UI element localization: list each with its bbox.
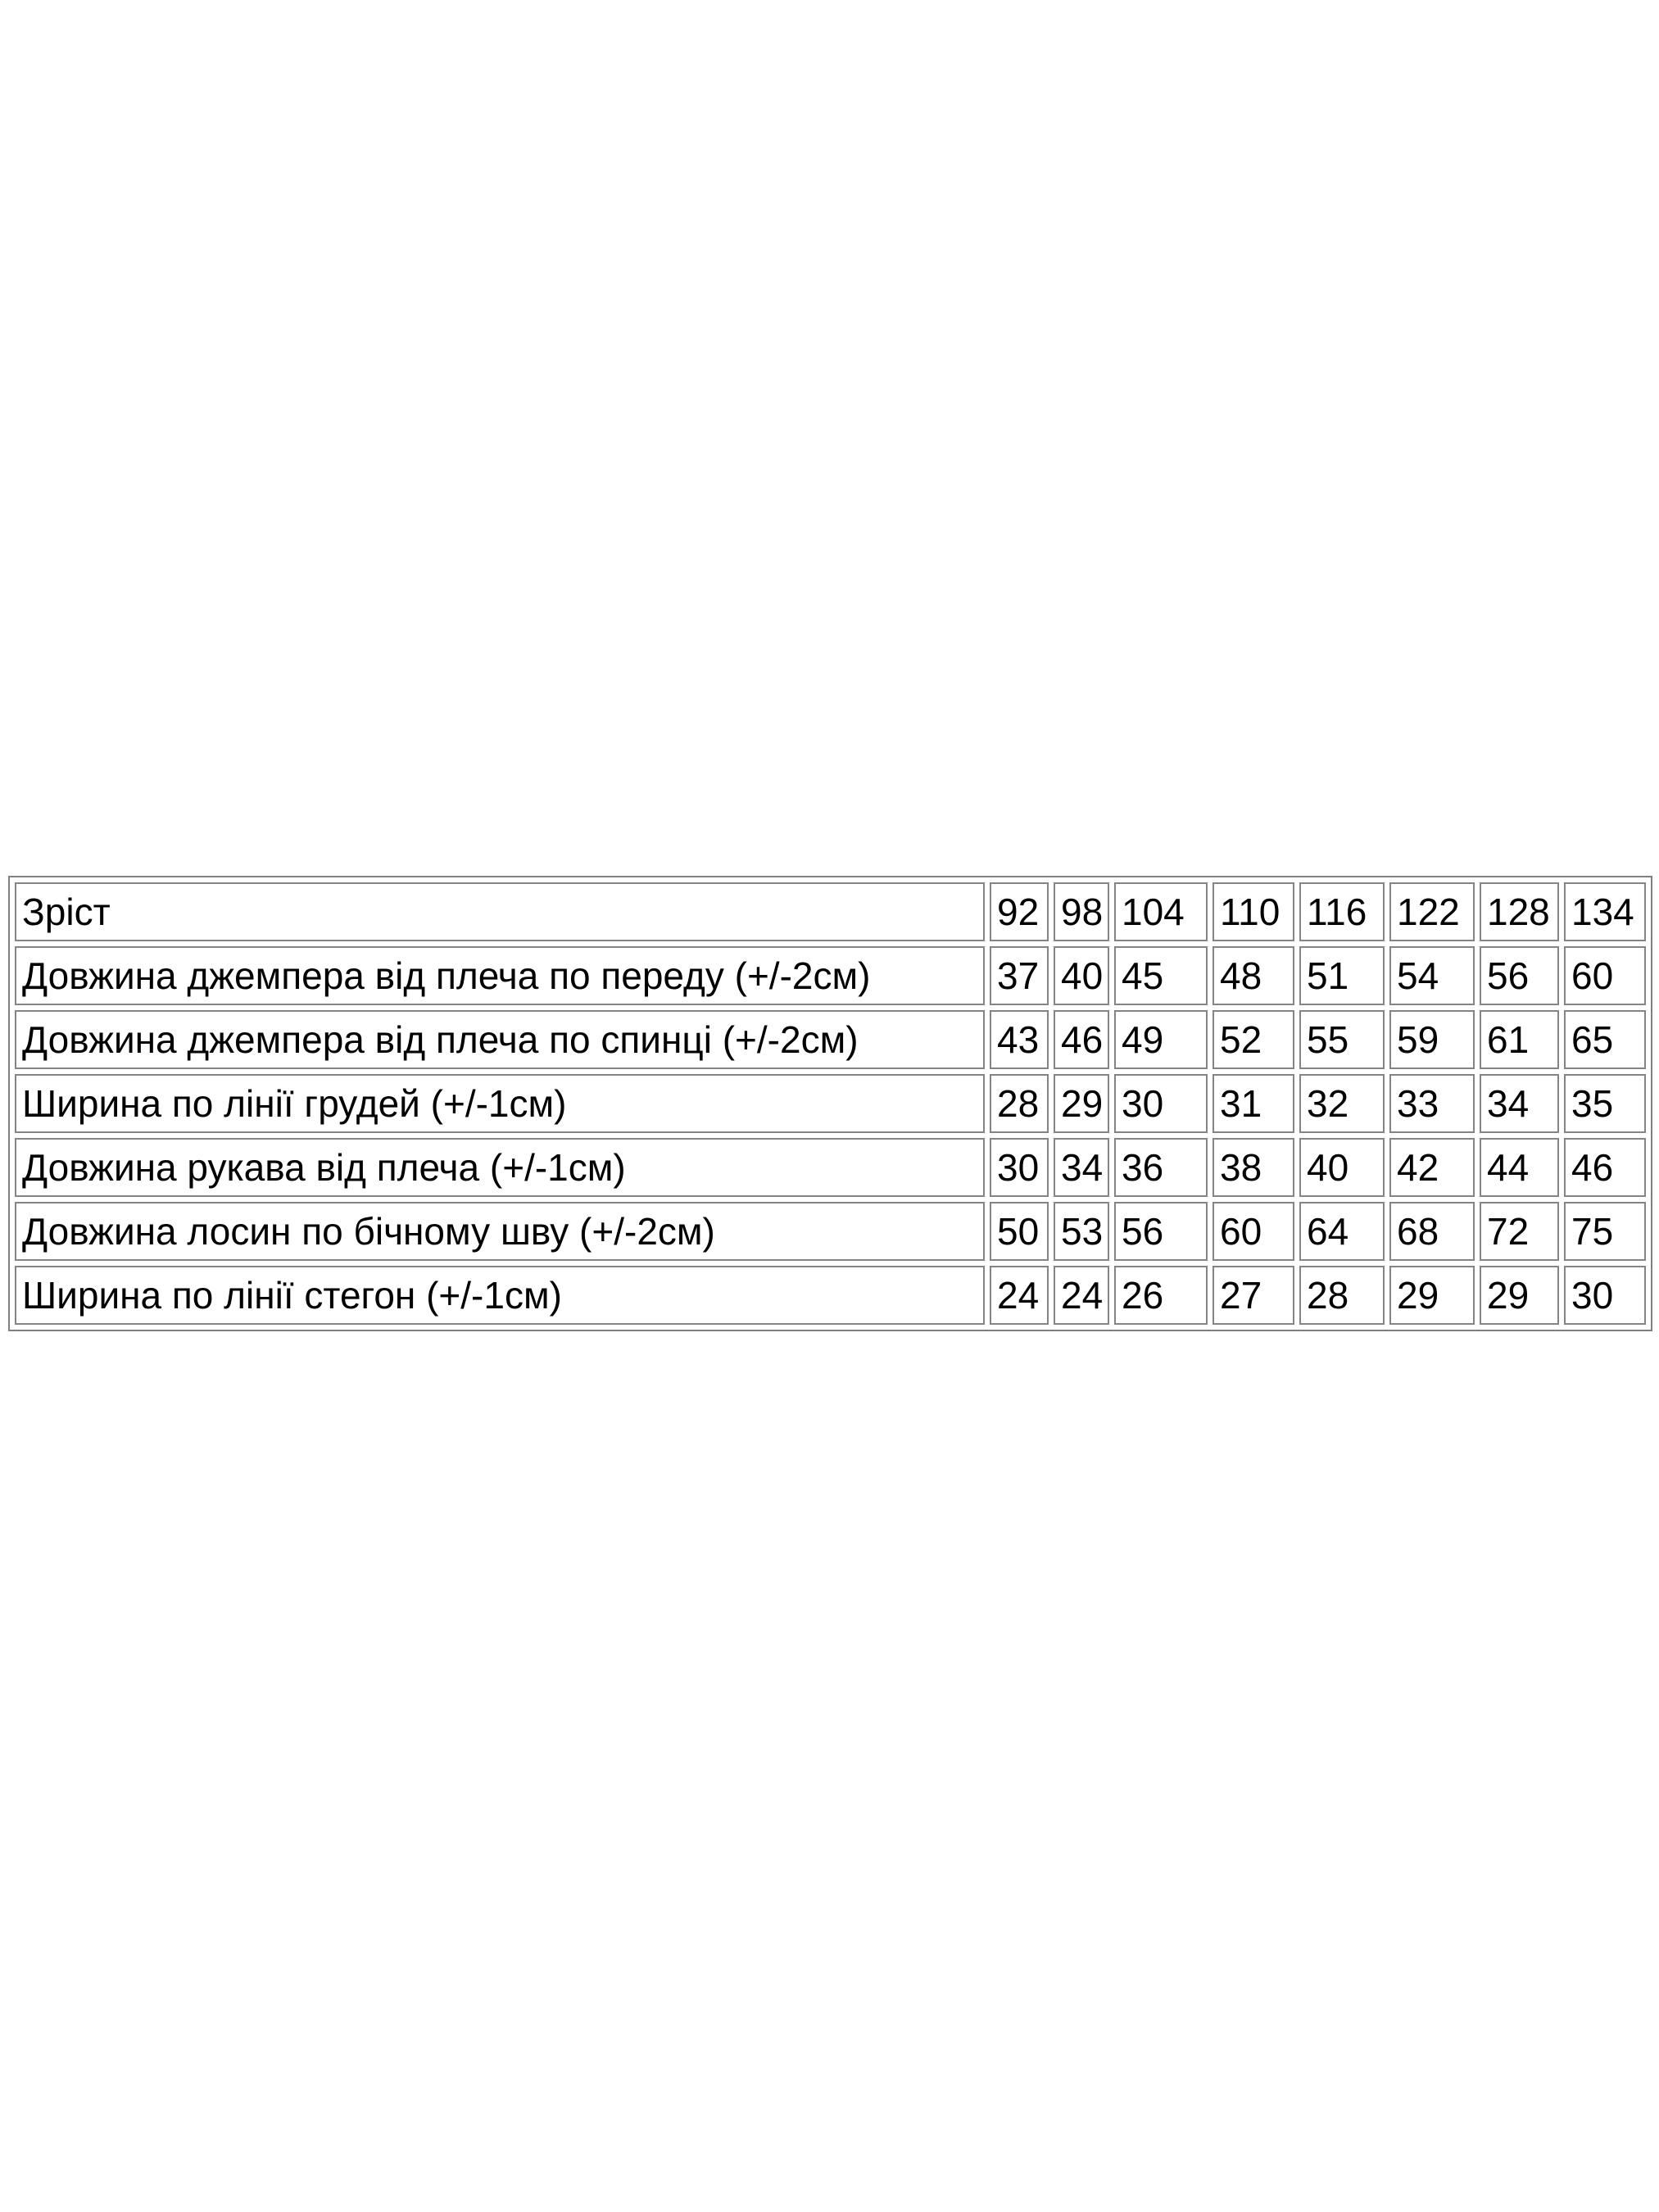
header-size-cell: 128 (1480, 882, 1559, 941)
value-cell: 75 (1564, 1202, 1646, 1261)
header-size-cell: 122 (1389, 882, 1475, 941)
table-row (15, 1138, 1646, 1197)
value-cell: 46 (1564, 1138, 1646, 1197)
value-cell: 59 (1389, 1010, 1475, 1069)
value-cell: 43 (990, 1010, 1049, 1069)
value-cell: 55 (1299, 1010, 1385, 1069)
value-cell: 31 (1213, 1074, 1294, 1133)
value-cell: 29 (1480, 1266, 1559, 1325)
header-size-cell: 134 (1564, 882, 1646, 941)
value-cell: 26 (1114, 1266, 1208, 1325)
row-label-cell: Довжина рукава від плеча (+/-1см) (15, 1138, 985, 1197)
row-label-cell: Ширина по лінії грудей (+/-1см) (15, 1074, 985, 1133)
value-cell: 65 (1564, 1010, 1646, 1069)
value-cell: 60 (1213, 1202, 1294, 1261)
value-cell: 28 (990, 1074, 1049, 1133)
value-cell: 64 (1299, 1202, 1385, 1261)
value-cell: 35 (1564, 1074, 1646, 1133)
table-row (15, 1202, 1646, 1261)
value-cell: 34 (1480, 1074, 1559, 1133)
row-label-cell: Довжина джемпера від плеча по переду (+/-2см) (15, 946, 985, 1005)
table-row (15, 1266, 1646, 1325)
value-cell: 51 (1299, 946, 1385, 1005)
value-cell: 52 (1213, 1010, 1294, 1069)
size-table-body (15, 946, 1646, 1325)
value-cell: 56 (1114, 1202, 1208, 1261)
header-size-cell: 98 (1054, 882, 1109, 941)
value-cell: 30 (1114, 1074, 1208, 1133)
header-label-cell: Зріст (15, 882, 985, 941)
value-cell: 72 (1480, 1202, 1559, 1261)
value-cell: 54 (1389, 946, 1475, 1005)
value-cell: 44 (1480, 1138, 1559, 1197)
header-size-cell: 92 (990, 882, 1049, 941)
header-size-cell: 104 (1114, 882, 1208, 941)
value-cell: 40 (1299, 1138, 1385, 1197)
value-cell: 61 (1480, 1010, 1559, 1069)
row-label-cell: Ширина по лінії стегон (+/-1см) (15, 1266, 985, 1325)
value-cell: 24 (1054, 1266, 1109, 1325)
value-cell: 36 (1114, 1138, 1208, 1197)
row-label-cell: Довжина джемпера від плеча по спинці (+/-2см) (15, 1010, 985, 1069)
value-cell: 29 (1389, 1266, 1475, 1325)
value-cell: 42 (1389, 1138, 1475, 1197)
value-cell: 32 (1299, 1074, 1385, 1133)
header-size-cell: 110 (1213, 882, 1294, 941)
value-cell: 37 (990, 946, 1049, 1005)
value-cell: 28 (1299, 1266, 1385, 1325)
value-cell: 53 (1054, 1202, 1109, 1261)
value-cell: 34 (1054, 1138, 1109, 1197)
value-cell: 38 (1213, 1138, 1294, 1197)
value-cell: 49 (1114, 1010, 1208, 1069)
size-chart-table (8, 876, 1652, 1331)
value-cell: 40 (1054, 946, 1109, 1005)
value-cell: 46 (1054, 1010, 1109, 1069)
table-row (15, 946, 1646, 1005)
value-cell: 27 (1213, 1266, 1294, 1325)
value-cell: 30 (990, 1138, 1049, 1197)
header-size-cell: 116 (1299, 882, 1385, 941)
value-cell: 45 (1114, 946, 1208, 1005)
value-cell: 50 (990, 1202, 1049, 1261)
value-cell: 29 (1054, 1074, 1109, 1133)
value-cell: 30 (1564, 1266, 1646, 1325)
value-cell: 56 (1480, 946, 1559, 1005)
value-cell: 24 (990, 1266, 1049, 1325)
size-table-header (15, 882, 1646, 941)
table-row (15, 1010, 1646, 1069)
value-cell: 60 (1564, 946, 1646, 1005)
value-cell: 48 (1213, 946, 1294, 1005)
row-label-cell: Довжина лосин по бічному шву (+/-2см) (15, 1202, 985, 1261)
table-row (15, 1074, 1646, 1133)
header-row (15, 882, 1646, 941)
value-cell: 33 (1389, 1074, 1475, 1133)
value-cell: 68 (1389, 1202, 1475, 1261)
